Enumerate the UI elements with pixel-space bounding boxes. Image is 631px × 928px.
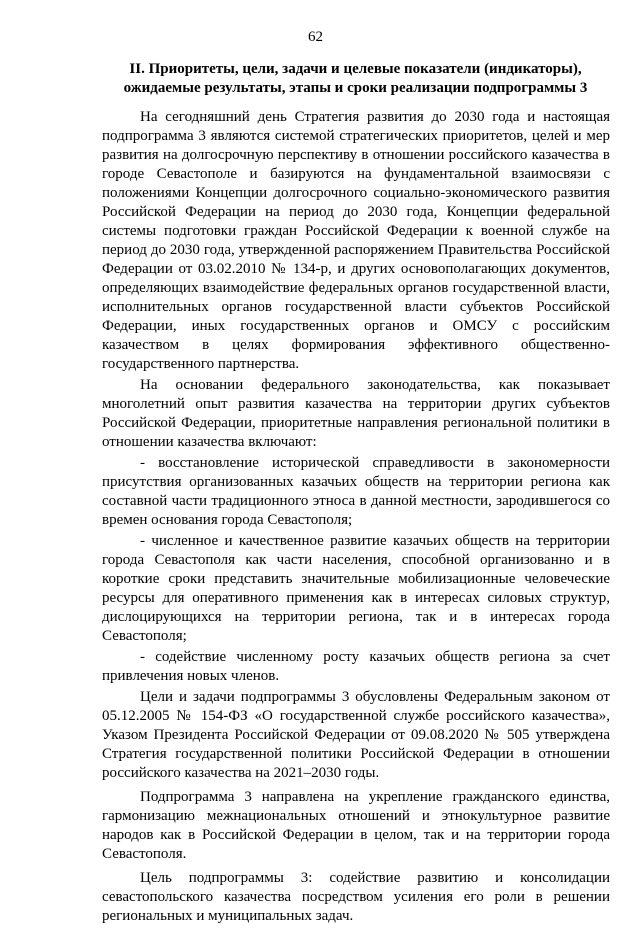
list-item-growth: - содействие численному росту казачьих обществ региона за счет привлечения новых членов. bbox=[102, 649, 610, 684]
paragraph-priorities-intro: На основании федерального законодательства, как показывает многолетний опыт развития казачества на территории других субъектов Российской Федерации, приоритетные направления региональной политики в отношении казачества включают: bbox=[102, 377, 610, 450]
list-item-development: - численное и качественное развитие казачьих обществ на территории города Севастополя как части населения, способной организованно и в короткие сроки представить значительные мобилизационные человеческие ресурсы для оперативного применения как в интересах силовых структур, дислоцирующихся на территории региона, так и в интересах города Севастополя; bbox=[102, 533, 610, 644]
document-body bbox=[102, 108, 610, 928]
paragraph-strategy: На сегодняшний день Стратегия развития до 2030 года и настоящая подпрограмма 3 являются системой стратегических приоритетов, целей и мер развития на долгосрочную перспективу в отношении российского казачества в городе Севастополе и базируются на фундаментальной взаимосвязи с положениями Концепции долгосрочного социально-экономического развития Российской Федерации на период до 2030 года, Концепции федеральной системы подготовки граждан Российской Федерации к военной службе на период до 2030 года, утвержденной распоряжением Правительства Российской Федерации от 03.02.2010 № 134-р, и других основополагающих документов, определяющих взаимодействие федеральных органов государственной власти, исполнительных органов государственной власти субъектов Российской Федерации, иных государственных органов и ОМСУ с российским казачеством в целях формирования эффективного общественно-государственного партнерства. bbox=[102, 109, 610, 372]
list-item-restoration: - восстановление исторической справедливости в закономерности присутствия организованных казачьих обществ на территории региона как составной части традиционного этноса в данной местности, зародившегося со времен основания города Севастополя; bbox=[102, 455, 610, 528]
page-number: 62 bbox=[308, 29, 323, 45]
paragraph-goals-legal-basis: Цели и задачи подпрограммы 3 обусловлены Федеральным законом от 05.12.2005 № 154-ФЗ «О государственной службе российского казачества», Указом Президента Российской Федерации от 09.08.2020 № 505 утверждена Стратегия государственной политики Российской Федерации в отношении российского казачества на 2021–2030 годы. bbox=[102, 689, 610, 781]
section-heading-line-2: ожидаемые результаты, этапы и сроки реализации подпрограммы 3 bbox=[123, 80, 588, 96]
section-heading bbox=[100, 60, 611, 98]
paragraph-goal: Цель подпрограммы 3: содействие развитию и консолидации севастопольского казачества посредством усиления его роли в решении региональных и муниципальных задач. bbox=[102, 870, 610, 924]
section-heading-line-1: II. Приоритеты, цели, задачи и целевые показатели (индикаторы), bbox=[129, 61, 582, 77]
paragraph-direction: Подпрограмма 3 направлена на укрепление гражданского единства, гармонизацию межнациональных отношений и этнокультурное развитие народов как в Российской Федерации в целом, так и на территории города Севастополя. bbox=[102, 789, 610, 862]
